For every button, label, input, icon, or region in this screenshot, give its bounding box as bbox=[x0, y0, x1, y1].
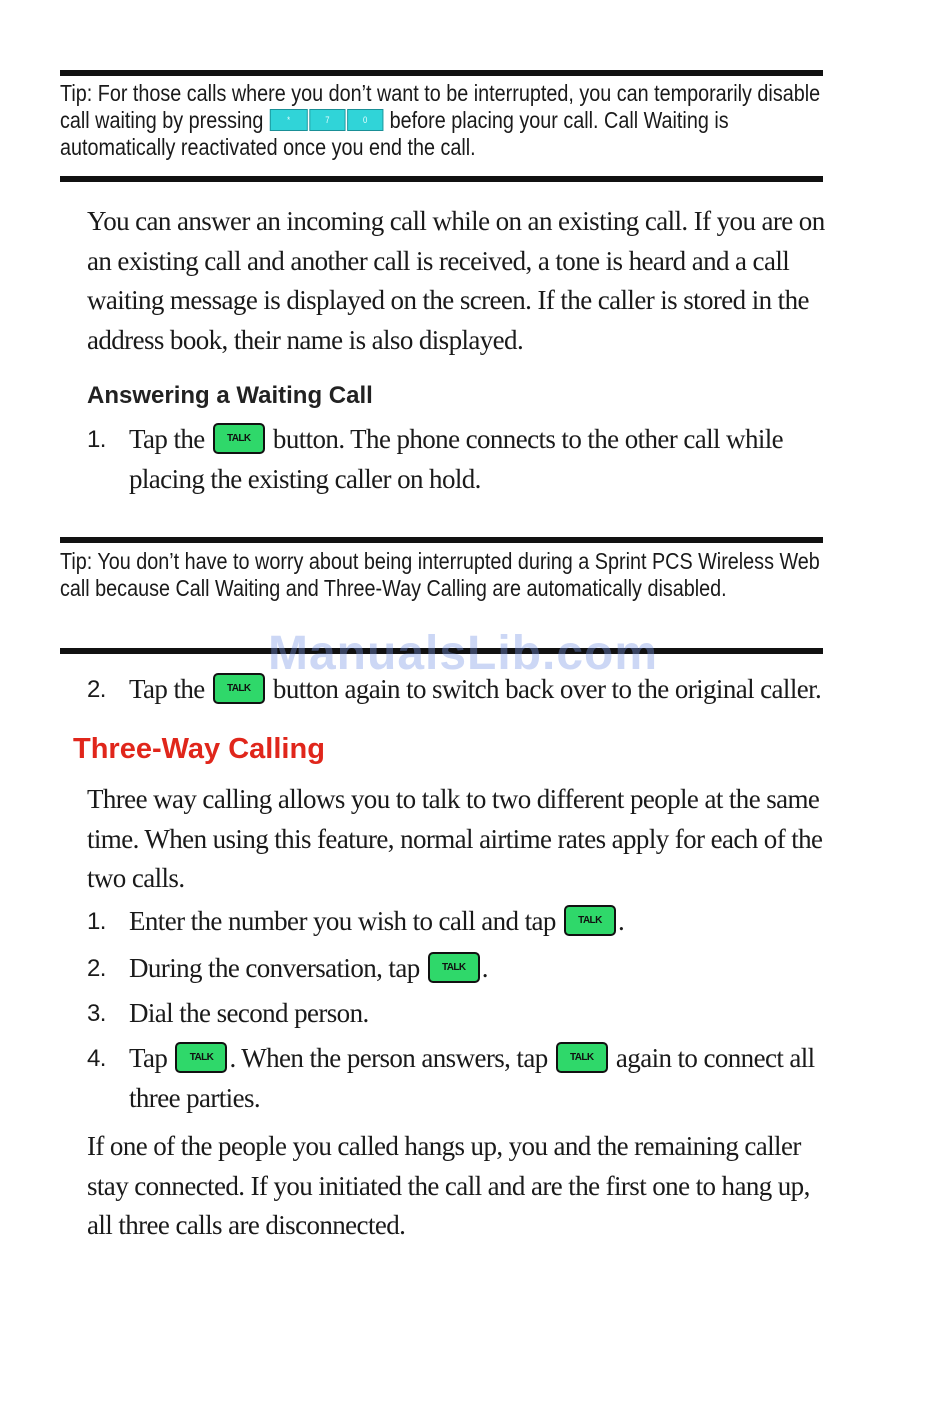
step-number: 1. bbox=[87, 908, 106, 935]
three-way-title: Three-Way Calling bbox=[73, 733, 325, 765]
step-text: Dial the second person. bbox=[129, 998, 369, 1028]
answering-step-1 bbox=[87, 420, 827, 499]
star-key-icon: * bbox=[270, 109, 308, 131]
tip-text-b: before placing your call. Call Waiting is automatically reactivated once you end the call. bbox=[60, 107, 729, 160]
talk-key-icon: TALK bbox=[428, 952, 480, 983]
three-way-step-1 bbox=[87, 902, 827, 942]
step-number: 3. bbox=[87, 1000, 106, 1027]
step-text-a: Tap the bbox=[129, 424, 211, 454]
step-text-b: button again to switch back over to the original caller. bbox=[266, 674, 822, 704]
step-text-a: Tap the bbox=[129, 674, 211, 704]
tip-call-waiting-disable bbox=[60, 80, 830, 161]
answering-heading: Answering a Waiting Call bbox=[87, 382, 373, 409]
zero-key-icon: 0 bbox=[347, 109, 383, 131]
three-way-outro: If one of the people you called hangs up, you and the remaining caller stay connected. If you initiated the call and are the first one to hang up, all three calls are disconnected. bbox=[87, 1131, 810, 1240]
talk-key-icon: TALK bbox=[564, 905, 616, 936]
seven-key-icon: 7 bbox=[309, 109, 345, 131]
tip1-bottom-rule bbox=[60, 176, 823, 182]
top-rule bbox=[60, 70, 823, 76]
step-text-b: button. The phone connects to the other call while placing the existing caller on hold. bbox=[129, 424, 784, 494]
step-text-a: During the conversation, tap bbox=[129, 953, 426, 983]
step-text-b: . When the person answers, tap bbox=[229, 1043, 554, 1073]
talk-key-icon: TALK bbox=[213, 423, 265, 454]
step-text-b: . bbox=[481, 953, 488, 983]
tip-text: You don’t have to worry about being interrupted during a Sprint PCS Wireless Web call because Call Waiting and Three-Way Calling are automatically disabled. bbox=[60, 548, 820, 601]
three-way-step-2 bbox=[87, 949, 827, 989]
step-number: 1. bbox=[87, 426, 106, 453]
tip2-top-rule bbox=[60, 537, 823, 543]
three-way-step-4 bbox=[87, 1039, 827, 1118]
step-text-a: Tap bbox=[129, 1043, 174, 1073]
tip-wireless-web bbox=[60, 548, 830, 602]
step-number: 2. bbox=[87, 955, 106, 982]
talk-key-icon: TALK bbox=[175, 1042, 227, 1073]
step-number: 2. bbox=[87, 676, 106, 703]
step-text-b: . bbox=[617, 906, 625, 936]
step-number: 4. bbox=[87, 1045, 106, 1072]
tip-label: Tip: bbox=[60, 80, 93, 106]
tip-text-a: For those calls where you don’t want to be interrupted, you can temporarily disable call waiting by pressing bbox=[60, 80, 821, 133]
tip-label: Tip: bbox=[60, 548, 93, 574]
three-way-step-3 bbox=[87, 994, 827, 1034]
intro-paragraph: You can answer an incoming call while on an existing call. If you are on an existing call and another call is received, a tone is heard and a call waiting message is displayed on the screen. If the caller is stored in the address book, their name is also displayed. bbox=[87, 206, 825, 355]
watermark: ManualsLib.com bbox=[268, 627, 659, 680]
step-text-c: again to connect all three parties. bbox=[129, 1043, 815, 1113]
talk-key-icon: TALK bbox=[213, 673, 265, 704]
step-text-a: Enter the number you wish to call and tap bbox=[129, 906, 562, 936]
three-way-intro: Three way calling allows you to talk to two different people at the same time. When using this feature, normal airtime rates apply for each of the two calls. bbox=[87, 784, 823, 893]
talk-key-icon: TALK bbox=[556, 1042, 608, 1073]
answering-step-2 bbox=[87, 670, 827, 710]
